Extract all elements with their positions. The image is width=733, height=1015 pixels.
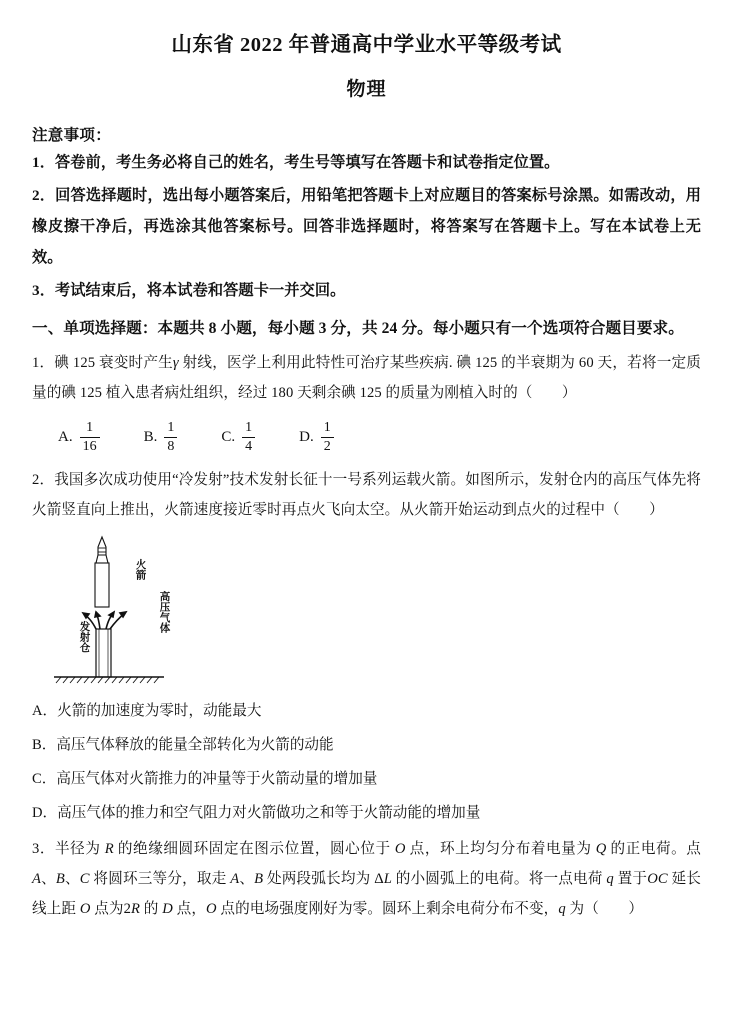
math-variable: B [55, 871, 65, 888]
fraction-d [321, 420, 334, 454]
math-variable: A [32, 871, 42, 888]
question-3-run: 的 [140, 901, 163, 918]
question-2-option-c[interactable]: C．高压气体对火箭推力的冲量等于火箭动量的增加量 [32, 771, 378, 788]
question-3-run: 延长线上距 [32, 871, 701, 918]
fraction-a-numerator: 1 [86, 420, 94, 436]
option-d[interactable] [299, 420, 334, 454]
math-variable: L [383, 871, 392, 888]
fraction-b-numerator: 1 [167, 420, 175, 436]
question-3-run: 将圆环三等分，取走 [89, 871, 231, 888]
fraction-d-numerator: 1 [323, 420, 331, 436]
question-3-run: 处两段弧长均为 Δ [263, 871, 384, 888]
question-3-run: 点的电场强度刚好为零。圆环上剩余电荷分布不变， [216, 901, 559, 918]
launch-silo-icon [96, 629, 111, 677]
question-2-body: 我国多次成功使用“冷发射”技术发射长征十一号系列运载火箭。如图所示，发射仓内的高压气体先将火箭竖直向上推出，火箭速度接近零时再点火飞向太空。从火箭开始运动到点火的过程中（ ） [32, 471, 702, 519]
question-3-run: 为（ ） [565, 901, 644, 918]
question-3-run: 点， [172, 901, 207, 918]
fraction-b-denominator: 8 [164, 437, 177, 455]
math-variable: B [254, 871, 264, 888]
question-1-text-b: 射线，医学上利用此特性可治疗某些疾病. 碘 125 的半衰期为 60 天，若将一定质量的碘 125 植入患者病灶组织，经过 180 天剩余碘 125 的质量为刚植入时的（ ） [32, 354, 701, 402]
math-variable: R [131, 901, 141, 918]
section-heading: 一、单项选择题：本题共 8 小题，每小题 3 分，共 24 分。每小题只有一个选项符合题目要求。 [32, 319, 684, 337]
figure-label-launch-silo: 发射仓 [78, 621, 90, 653]
math-variable: O [206, 901, 217, 918]
figure-label-rocket: 火箭 [134, 559, 146, 581]
question-2-option-a[interactable]: A．火箭的加速度为零时，动能最大 [32, 703, 262, 720]
question-1-text [32, 348, 701, 409]
question-2-option-b[interactable]: B．高压气体释放的能量全部转化为火箭的动能 [32, 737, 334, 754]
notice-item: 1．答卷前，考生务必将自己的姓名，考生号等填写在答题卡和试卷指定位置。 [32, 153, 560, 171]
subject-title: 物理 [346, 78, 387, 100]
question-3-run: 、 [239, 871, 255, 888]
rocket-body-icon [95, 563, 109, 607]
fraction-d-denominator: 2 [321, 437, 334, 455]
notice-heading: 注意事项： [32, 126, 112, 144]
question-3-run: 的正电荷。点 [606, 840, 701, 857]
option-b-label: B. [143, 429, 158, 446]
fraction-c-numerator: 1 [245, 420, 253, 436]
notice-item: 2．回答选择题时，选出每小题答案后，用铅笔把答题卡上对应题目的答案标号涂黑。如需改动，用橡皮擦干净后，再选涂其他答案标号。回答非选择题时，将答案写在答题卡上。写在本试卷上无效。 [32, 186, 701, 267]
rocket-launch-figure [46, 533, 276, 691]
math-variable: D [162, 901, 173, 918]
question-3-run: 的小圆弧上的电荷。将一点电荷 [391, 871, 607, 888]
math-variable: q [558, 901, 566, 918]
question-3-run: 点，环上均匀分布着电量为 [405, 840, 596, 857]
math-variable: R [104, 840, 114, 857]
question-1-options [32, 420, 701, 454]
gamma-symbol: γ [172, 354, 179, 371]
option-c[interactable] [221, 420, 255, 454]
option-a[interactable] [58, 420, 100, 454]
option-c-label: C. [221, 429, 236, 446]
question-2-number: 2． [32, 471, 55, 488]
question-3-run: 点为2 [90, 901, 132, 918]
math-variable: A [230, 871, 240, 888]
title-block [0, 30, 733, 101]
math-variable: O [394, 840, 406, 857]
option-a-label: A. [58, 429, 73, 446]
question-3-run: 、 [64, 871, 80, 888]
fraction-c-denominator: 4 [242, 437, 255, 455]
ground-hatching-icon [56, 677, 159, 683]
fraction-a-denominator: 16 [80, 437, 100, 455]
question-3-text [32, 834, 701, 925]
exam-paper-page [0, 30, 733, 1015]
math-variable: O [79, 901, 91, 918]
fraction-a [80, 420, 100, 454]
fraction-c [242, 420, 255, 454]
question-3-run: 的绝缘细圆环固定在图示位置，圆心位于 [113, 840, 395, 857]
question-1-number: 1． [32, 354, 55, 371]
option-b[interactable] [144, 420, 178, 454]
math-variable: C [79, 871, 90, 888]
figure-label-high-pressure-gas: 高压气体 [158, 591, 170, 634]
math-variable: OC [647, 871, 668, 888]
question-3-run: 半径为 [55, 840, 105, 857]
question-2-option-d[interactable]: D．高压气体的推力和空气阻力对火箭做功之和等于火箭动能的增加量 [32, 804, 481, 821]
page-title: 山东省 2022 年普通高中学业水平等级考试 [171, 34, 562, 56]
math-variable: Q [595, 840, 607, 857]
option-d-label: D. [299, 429, 314, 446]
question-3-body [32, 841, 701, 918]
question-3-number: 3． [32, 840, 56, 857]
question-3-run: 、 [41, 871, 56, 888]
question-3-run: 置于 [613, 871, 648, 888]
question-1-text-a: 碘 125 衰变时产生 [54, 354, 173, 371]
math-variable: q [606, 871, 614, 888]
document-body [32, 123, 701, 925]
notice-item: 3．考试结束后，将本试卷和答题卡一并交回。 [32, 282, 346, 300]
fraction-b [164, 420, 177, 454]
question-2-text [32, 465, 701, 526]
